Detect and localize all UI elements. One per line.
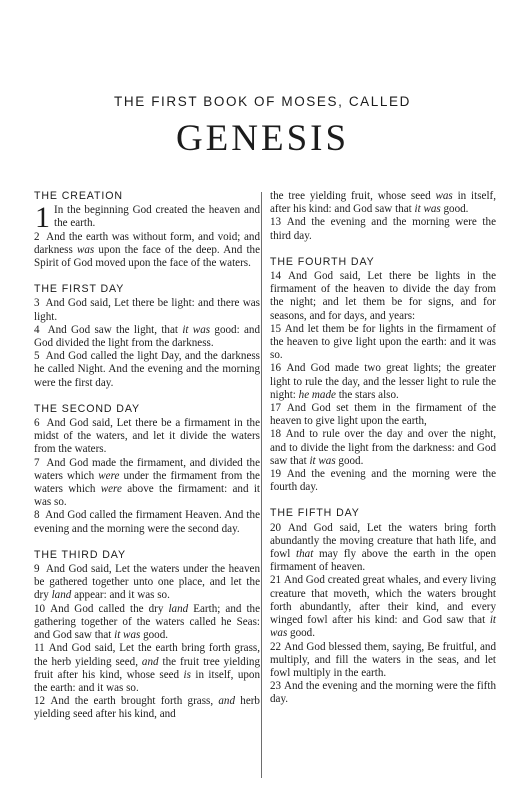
verse-number: 16: [270, 362, 282, 375]
verse-number: 5: [34, 350, 40, 363]
italic-word: land: [168, 602, 189, 615]
verse-text: And God created great whales, and every living creature that moveth, which the waters brought forth abundantly, after their kind, and every winged fowl after his kind: and God saw that: [270, 574, 496, 627]
italic-word: were: [100, 483, 122, 496]
section-heading: THE SECOND DAY: [34, 402, 140, 415]
verse-number: 8: [34, 509, 40, 522]
verse-10: [34, 603, 260, 643]
verse-14: [270, 270, 496, 323]
verse-text: And God blessed them, saying, Be fruitful, and multiply, and fill the waters in the seas, and let fowl multiply in the earth.: [270, 640, 497, 679]
verse-15: [270, 323, 496, 363]
verse-21: [270, 574, 496, 640]
verse-number: 22: [270, 640, 282, 653]
italic-word: was: [76, 243, 95, 256]
verse-text: And the evening and the morning were the third day.: [270, 216, 496, 242]
verse-text: And the earth was without form, and void; and darkness: [34, 230, 260, 256]
verse-number: 4: [34, 323, 40, 336]
verse-number: 21: [270, 574, 282, 587]
verse-text: And God saw the light, that: [47, 323, 183, 336]
verse-text: And God called the firmament Heaven. And the evening and the morning were the second day.: [34, 509, 260, 535]
verse-text: And God set them in the firmament of the heaven to give light upon the earth,: [270, 402, 496, 428]
verse-text: in itself, after his kind: and God saw that: [270, 190, 497, 216]
section-heading: THE THIRD DAY: [34, 548, 126, 561]
verse-16: [270, 362, 496, 402]
verse-number: 11: [34, 642, 45, 655]
verse-text: in itself, upon the earth: and it was so.: [34, 668, 261, 694]
verse-text: And God said, Let the earth bring forth grass, the herb yielding seed,: [34, 642, 260, 668]
section-first-day: [34, 283, 260, 390]
verse-text: upon the face of the deep. And the Spirit of God moved upon the face of the waters.: [34, 243, 261, 270]
verse-22: [270, 641, 496, 681]
verse-9: [34, 563, 260, 603]
section-fourth-day: [270, 256, 496, 495]
section-third-day: [34, 549, 260, 722]
verse-12-continued: [270, 190, 496, 216]
section-heading: THE CREATION: [34, 190, 123, 202]
verse-5: [34, 350, 260, 390]
italic-word: it was: [309, 454, 336, 467]
section-second-day: [34, 403, 260, 536]
italic-word: land: [51, 589, 72, 602]
italic-word: were: [98, 469, 120, 482]
verse-text: And God said, Let the waters under the heaven be gathered together unto one place, and let the dry: [34, 563, 260, 602]
section-creation: [34, 190, 260, 270]
italic-word: it was: [414, 203, 441, 216]
verse-number: 10: [34, 602, 46, 615]
verse-number: 23: [270, 680, 282, 693]
verse-text: And let them be for lights in the firmament of the heaven to give light upon the earth: and it was so.: [270, 322, 496, 362]
verse-2: [34, 231, 260, 271]
verse-text: And the evening and the morning were the fourth day.: [270, 468, 496, 494]
italic-word: is: [183, 668, 191, 681]
verse-text: good.: [440, 203, 469, 216]
verse-3: [34, 297, 260, 323]
verse-4: [34, 324, 260, 350]
section-heading: THE FOURTH DAY: [270, 255, 375, 268]
section-fifth-day: [270, 507, 496, 706]
verse-number: 9: [34, 563, 40, 576]
italic-word: it was: [114, 629, 141, 642]
verse-number: 2: [34, 230, 40, 243]
italic-word: and: [218, 695, 236, 708]
verse-12: [34, 695, 260, 721]
verse-text: And God made two great lights; the greater light to rule the day, and the lesser light to rule the night:: [270, 362, 497, 401]
section-heading: THE FIFTH DAY: [270, 507, 360, 520]
italic-word: it was: [270, 614, 496, 640]
chapter-number: 1: [35, 201, 50, 235]
verse-number: 20: [270, 521, 282, 534]
verse-text: the stars also.: [335, 388, 399, 401]
verse-8: [34, 509, 260, 535]
verse-text: And the earth brought forth grass,: [50, 695, 219, 708]
verse-text: And God called the dry: [50, 602, 169, 615]
verse-text: And the evening and the morning were the fifth day.: [270, 680, 496, 706]
verse-text: And to rule over the day and over the night, and to divide the light from the darkness: and God saw that: [270, 428, 496, 467]
book-subtitle: THE FIRST BOOK OF MOSES, CALLED: [114, 94, 411, 109]
verse-text: above the firmament: and it was so.: [34, 483, 260, 509]
verse-text: the fruit tree yielding fruit after his kind, whose seed: [34, 655, 261, 681]
italic-word: he made: [298, 388, 336, 401]
verse-18: [270, 428, 496, 468]
verse-6: [34, 417, 260, 457]
verse-number: 17: [270, 402, 282, 415]
verse-text: And God said, Let there be a firmament in the midst of the waters, and let it divide the waters from the waters.: [34, 417, 260, 456]
book-title: GENESIS: [175, 118, 350, 159]
left-column: [34, 190, 260, 735]
verse-1: [34, 201, 260, 235]
verse-text: good.: [287, 627, 315, 640]
verse-text: And God said, Let there be lights in the firmament of the heaven to divide the day from the night; and let them be for signs, and for seasons, and for days, and years:: [270, 270, 496, 322]
right-column: [270, 190, 496, 720]
verse-text: good.: [140, 629, 169, 642]
verse-text: the tree yielding fruit, whose seed: [270, 190, 436, 202]
verse-text: appear: and it was so.: [71, 589, 170, 602]
verse-text: good: and God divided the light from the darkness.: [34, 323, 261, 350]
verse-20: [270, 522, 496, 575]
column-divider: [261, 192, 262, 778]
verse-number: 13: [270, 216, 282, 229]
verse-19: [270, 468, 496, 494]
verse-number: 14: [270, 270, 282, 283]
verse-text: And God made the firmament, and divided the waters which: [34, 456, 261, 482]
verse-11: [34, 642, 260, 695]
verse-7: [34, 457, 260, 510]
verse-text: And God called the light Day, and the darkness he called Night. And the evening and the morning were the first day.: [34, 350, 261, 389]
verse-text: And God said, Let there be light: and there was light.: [34, 297, 260, 323]
verse-text: good.: [335, 454, 364, 467]
verse-number: 12: [34, 695, 46, 708]
verse-text: And God said, Let the waters bring forth abundantly the moving creature that hath life, and fowl: [270, 521, 496, 561]
verse-number: 3: [34, 297, 40, 310]
italic-word: was: [435, 190, 453, 202]
section-heading: THE FIRST DAY: [34, 283, 125, 296]
italic-word: and: [141, 655, 159, 668]
section-continuation: [270, 190, 496, 243]
verse-text: In the beginning God created the heaven and the earth.: [54, 204, 260, 230]
verse-13: [270, 216, 496, 242]
verse-text: under the firmament from the waters which: [34, 469, 260, 496]
verse-number: 15: [270, 322, 282, 335]
verse-number: 19: [270, 468, 282, 481]
verse-number: 18: [270, 428, 282, 441]
verse-23: [270, 680, 496, 706]
verse-number: 7: [34, 456, 40, 469]
verse-text: Earth; and the gathering together of the waters called he Seas: and God saw that: [34, 602, 261, 642]
verse-number: 6: [34, 417, 40, 430]
verse-text: herb yielding seed after his kind, and: [34, 695, 260, 721]
verse-17: [270, 402, 496, 428]
italic-word: that: [296, 548, 314, 561]
verse-text: may fly above the earth in the open firmament of heaven.: [270, 548, 497, 574]
italic-word: it was: [182, 323, 211, 336]
